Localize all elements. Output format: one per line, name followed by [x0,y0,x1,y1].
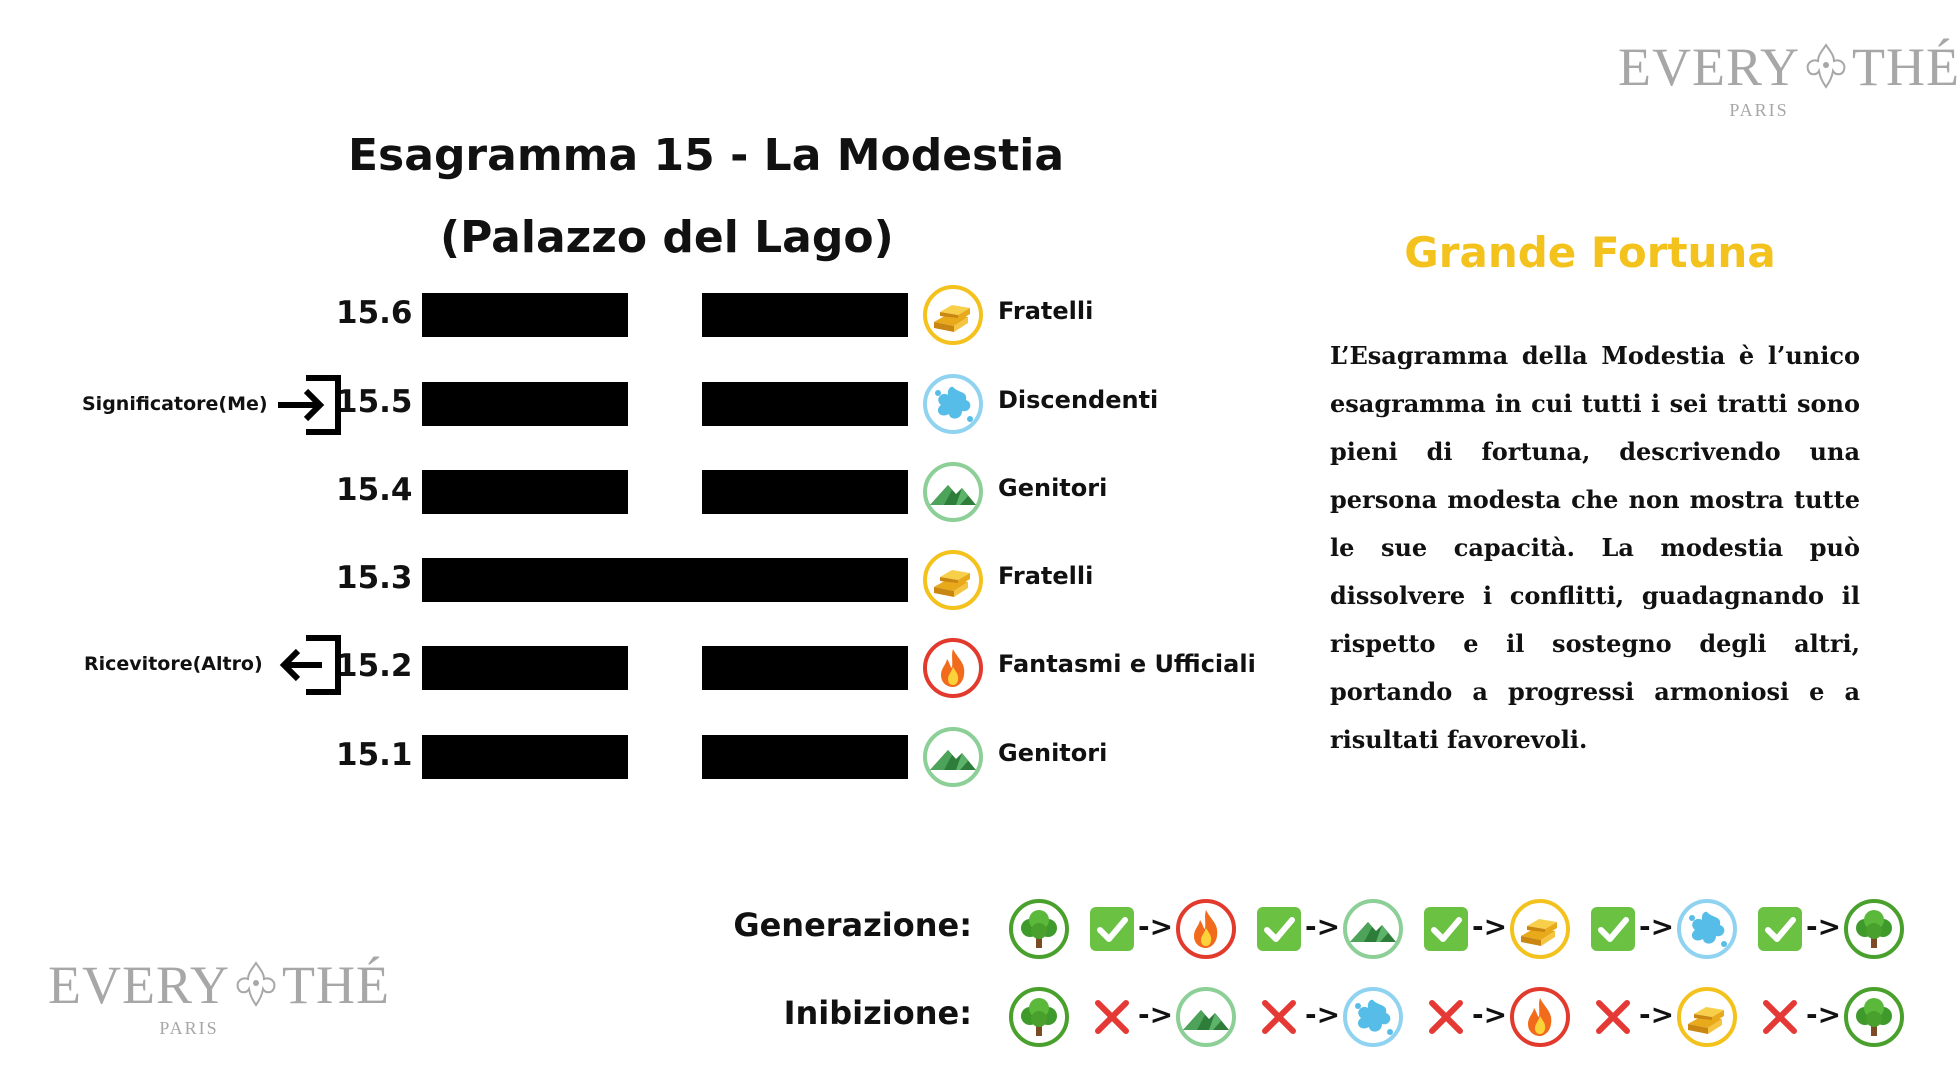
check-icon [1591,907,1635,951]
relation-label: Genitori [998,474,1108,502]
arrow-label: -> [1472,998,1508,1031]
line-number: 15.5 [336,384,413,420]
significatore-label: Significatore(Me) [82,393,268,415]
water-icon [922,373,984,435]
ricevitore-label: Ricevitore(Altro) [84,653,263,675]
mountain-icon [1342,898,1404,960]
yin-line-right [702,470,908,514]
logo-city: PARIS [1729,100,1789,120]
water-icon [1676,898,1738,960]
logo-top-right [1618,37,1960,121]
yin-line-left [422,382,628,426]
relation-label: Discendenti [998,386,1159,414]
line-number: 15.6 [336,295,413,331]
yin-line-right [702,735,908,779]
yin-line-left [422,470,628,514]
yang-line [422,558,908,602]
mountain-icon [1175,986,1237,1048]
arrow-label: -> [1806,998,1842,1031]
logo-word-right: THÉ [282,955,390,1015]
generation-label: Generazione: [733,906,972,944]
cross-icon [1257,995,1301,1039]
gold-icon [1509,898,1571,960]
fire-icon [1175,898,1237,960]
gold-icon [922,549,984,611]
logo-bottom-left [48,955,390,1039]
arrow-label: -> [1305,910,1341,943]
arrow-label: -> [1639,910,1675,943]
page-title: Esagramma 15 - La Modestia [348,130,1065,181]
exit-arrow-icon [276,632,346,698]
logo-word-left: EVERY [48,955,231,1015]
arrow-label: -> [1639,998,1675,1031]
logo-wordmark [1618,37,1960,97]
logo-word-right: THÉ [1852,37,1960,97]
fire-icon [922,637,984,699]
logo-word-left: EVERY [1618,37,1801,97]
line-number: 15.2 [336,648,413,684]
cross-icon [1758,995,1802,1039]
ornament-icon [234,961,278,1007]
gold-icon [922,284,984,346]
fortune-heading: Grande Fortuna [1404,228,1776,277]
mountain-icon [922,461,984,523]
inhibition-label: Inibizione: [783,994,972,1032]
fire-icon [1509,986,1571,1048]
yin-line-right [702,293,908,337]
logo-city: PARIS [159,1018,219,1038]
tree-icon [1843,986,1905,1048]
arrow-label: -> [1472,910,1508,943]
yin-line-left [422,293,628,337]
water-icon [1342,986,1404,1048]
yin-line-left [422,646,628,690]
line-number: 15.4 [336,472,413,508]
arrow-label: -> [1806,910,1842,943]
check-icon [1257,907,1301,951]
check-icon [1758,907,1802,951]
mountain-icon [922,726,984,788]
relation-label: Fratelli [998,297,1094,325]
logo-wordmark [48,955,390,1015]
tree-icon [1008,986,1070,1048]
enter-arrow-icon [276,372,346,438]
yin-line-right [702,382,908,426]
tree-icon [1843,898,1905,960]
cross-icon [1424,995,1468,1039]
arrow-label: -> [1138,998,1174,1031]
ornament-icon [1804,43,1848,89]
line-number: 15.3 [336,560,413,596]
arrow-label: -> [1138,910,1174,943]
tree-icon [1008,898,1070,960]
description-paragraph: L’Esagramma della Modestia è l’unico esagramma in cui tutti i sei tratti sono pieni di fortuna, descrivendo una persona modesta che non mostra tutte le sue capacità. La modestia può dissolvere i conflitti, guadagnando il rispetto e il sostegno degli altri, portando a progressi armoniosi e a risultati favorevoli. [1330,341,1860,754]
cross-icon [1591,995,1635,1039]
yin-line-left [422,735,628,779]
check-icon [1090,907,1134,951]
gold-icon [1676,986,1738,1048]
page-subtitle: (Palazzo del Lago) [440,212,894,263]
line-number: 15.1 [336,737,413,773]
relation-label: Genitori [998,739,1108,767]
relation-label: Fratelli [998,562,1094,590]
relation-label: Fantasmi e Ufficiali [998,650,1256,678]
arrow-label: -> [1305,998,1341,1031]
check-icon [1424,907,1468,951]
cross-icon [1090,995,1134,1039]
yin-line-right [702,646,908,690]
